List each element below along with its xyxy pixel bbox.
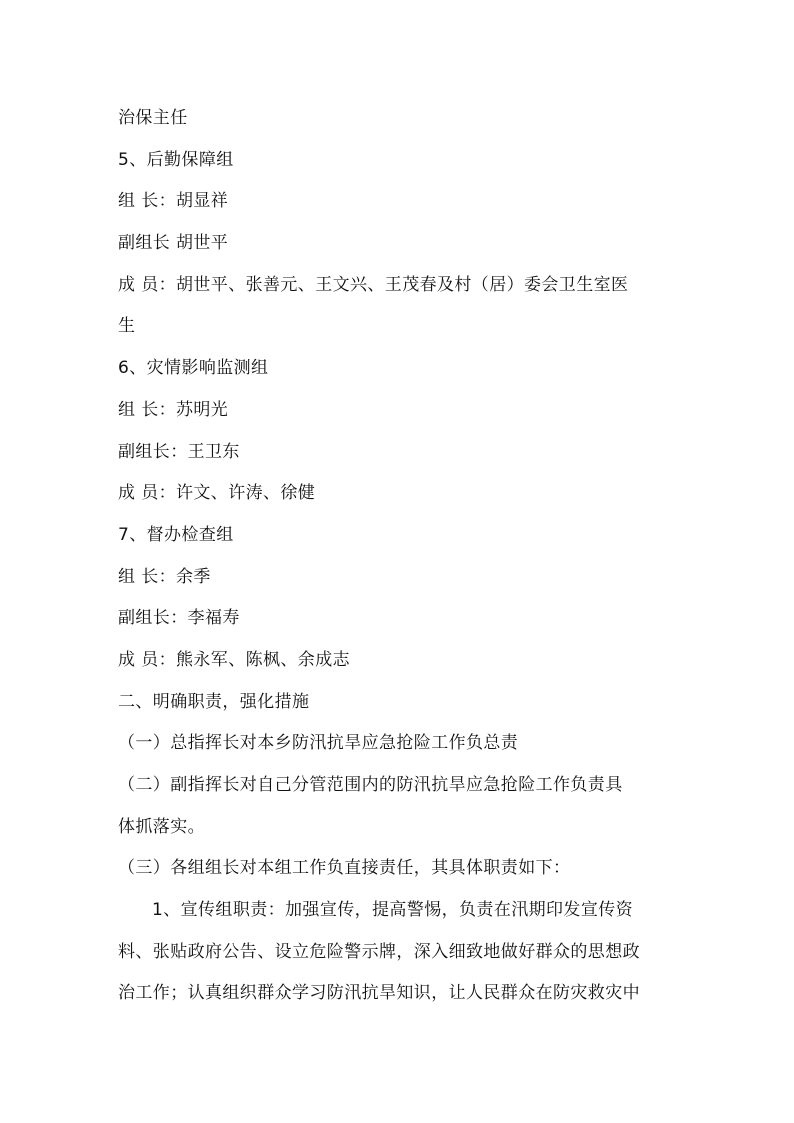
paragraph-propaganda-duties: 1、宣传组职责：加强宣传，提高警惕，负责在汛期印发宣传资 — [152, 900, 634, 921]
group-leader-line: 组 长：胡显祥 — [118, 191, 229, 212]
document-body — [118, 98, 680, 1015]
group-heading-inspection: 7、督办检查组 — [118, 524, 234, 545]
paragraph-propaganda-duties-continuation: 料、张贴政府公告、设立危险警示牌，深入细致地做好群众的思想政 — [118, 941, 640, 962]
group-heading-logistics: 5、后勤保障组 — [118, 149, 234, 170]
deputy-leader-line: 副组长：李福寿 — [118, 608, 240, 629]
group-leader-line: 组 长：苏明光 — [118, 399, 229, 420]
members-line: 成 员：胡世平、张善元、王文兴、王茂春及村（居）委会卫生室医 — [118, 274, 629, 295]
deputy-leader-line: 副组长：王卫东 — [118, 441, 240, 462]
responsibility-item-2-continuation: 体抓落实。 — [118, 816, 205, 837]
members-line: 成 员：熊永军、陈枫、余成志 — [118, 649, 351, 670]
text-line-section-end: 治保主任 — [118, 108, 188, 128]
members-line-continuation: 生 — [118, 316, 136, 337]
members-line: 成 员：许文、许涛、徐健 — [118, 483, 316, 504]
section-heading-responsibilities: 二、明确职责，强化措施 — [118, 691, 310, 712]
group-heading-monitoring: 6、灾情影响监测组 — [118, 358, 269, 379]
responsibility-item-2: （二）副指挥长对自己分管范围内的防汛抗旱应急抢险工作负责具 — [118, 775, 623, 795]
deputy-leader-line: 副组长 胡世平 — [118, 233, 229, 254]
paragraph-propaganda-duties-continuation: 治工作；认真组织群众学习防汛抗旱知识，让人民群众在防灾救灾中 — [118, 983, 640, 1004]
group-leader-line: 组 长：余季 — [118, 566, 211, 587]
responsibility-item-1: （一）总指挥长对本乡防汛抗旱应急抢险工作负总责 — [118, 733, 519, 754]
responsibility-item-3: （三）各组组长对本组工作负直接责任，其具体职责如下： — [118, 858, 571, 879]
